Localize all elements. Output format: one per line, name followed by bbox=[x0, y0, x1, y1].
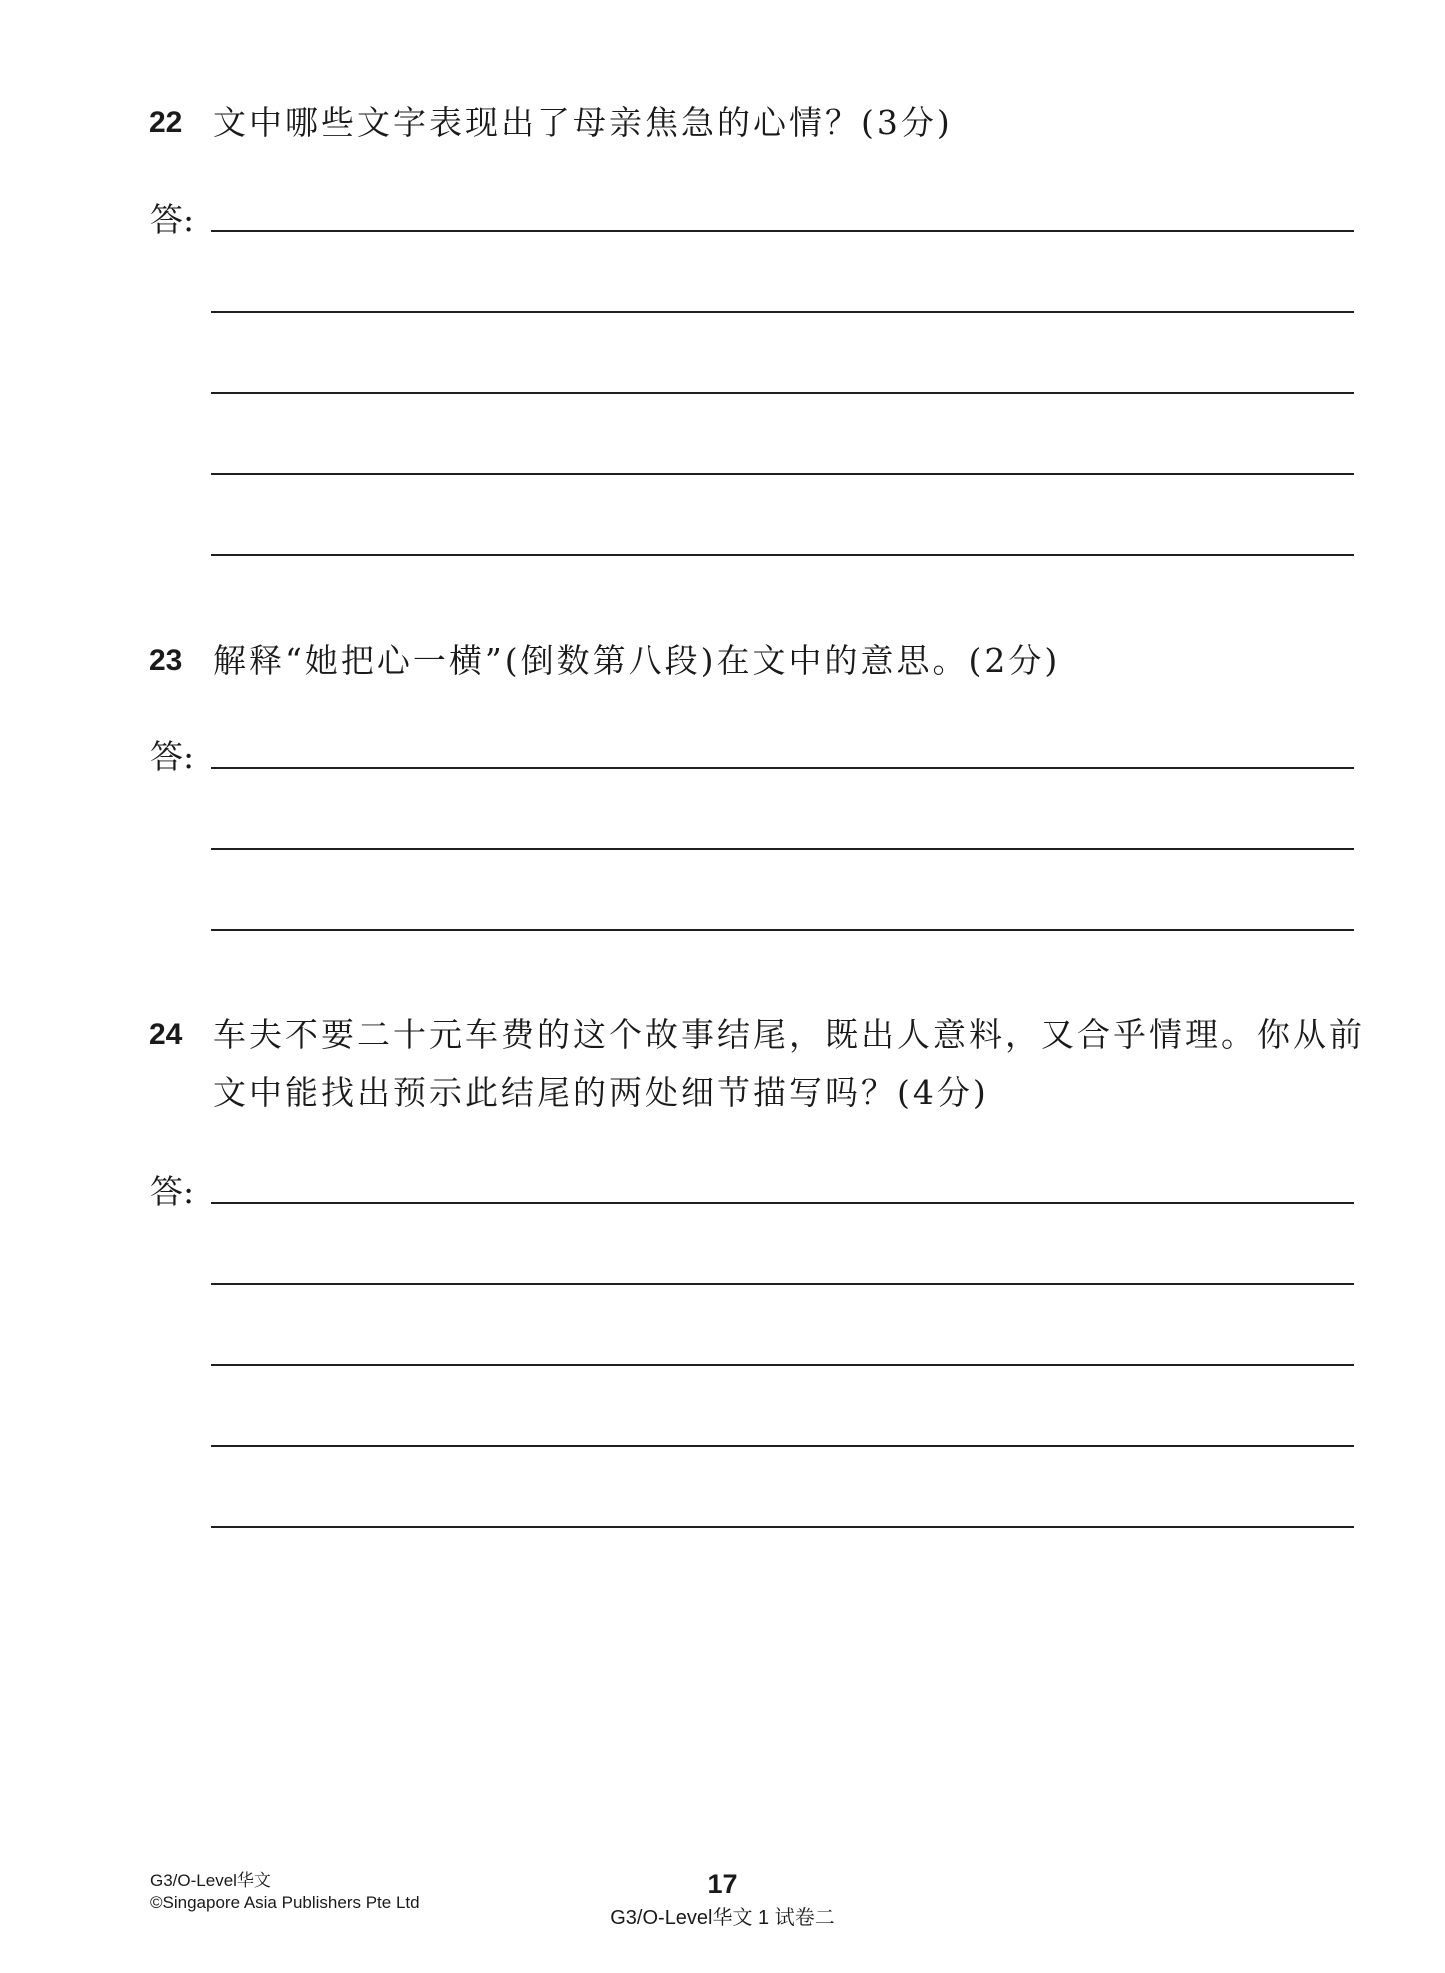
answer-line[interactable] bbox=[211, 554, 1354, 556]
question-23-answer-label: 答: bbox=[150, 737, 195, 776]
answer-line[interactable] bbox=[211, 848, 1354, 850]
answer-line[interactable] bbox=[211, 1283, 1354, 1285]
question-24-text bbox=[213, 1006, 1365, 1122]
footer-paper-title: G3/O-Level华文 1 试卷二 bbox=[610, 1907, 835, 1929]
question-23-text bbox=[213, 632, 1060, 690]
answer-line[interactable] bbox=[211, 1364, 1354, 1366]
page-number: 17 bbox=[707, 1869, 738, 1899]
question-24-answer-label: 答: bbox=[150, 1172, 195, 1211]
question-24-line-2: 文中能找出预示此结尾的两处细节描写吗？(4分) bbox=[213, 1073, 989, 1112]
question-24-number: 24 bbox=[149, 1018, 183, 1051]
question-22-text bbox=[213, 94, 953, 152]
answer-line[interactable] bbox=[211, 392, 1354, 394]
question-22-number: 22 bbox=[149, 106, 183, 139]
answer-line[interactable] bbox=[211, 1202, 1354, 1204]
question-22-line-1: 文中哪些文字表现出了母亲焦急的心情？(3分) bbox=[213, 103, 953, 142]
question-22-answer-label: 答: bbox=[150, 200, 195, 239]
answer-line[interactable] bbox=[211, 1526, 1354, 1528]
question-24-line-1: 车夫不要二十元车费的这个故事结尾，既出人意料，又合乎情理。你从前 bbox=[213, 1015, 1365, 1054]
answer-line[interactable] bbox=[211, 929, 1354, 931]
answer-line[interactable] bbox=[211, 230, 1354, 232]
footer-copyright: ©Singapore Asia Publishers Pte Ltd bbox=[150, 1893, 420, 1912]
footer-course: G3/O-Level华文 bbox=[150, 1871, 271, 1890]
answer-line[interactable] bbox=[211, 311, 1354, 313]
question-23-line-1: 解释“她把心一横”(倒数第八段)在文中的意思。(2分) bbox=[213, 641, 1061, 680]
answer-line[interactable] bbox=[211, 473, 1354, 475]
question-23-number: 23 bbox=[149, 644, 183, 677]
answer-line[interactable] bbox=[211, 1445, 1354, 1447]
answer-line[interactable] bbox=[211, 767, 1354, 769]
